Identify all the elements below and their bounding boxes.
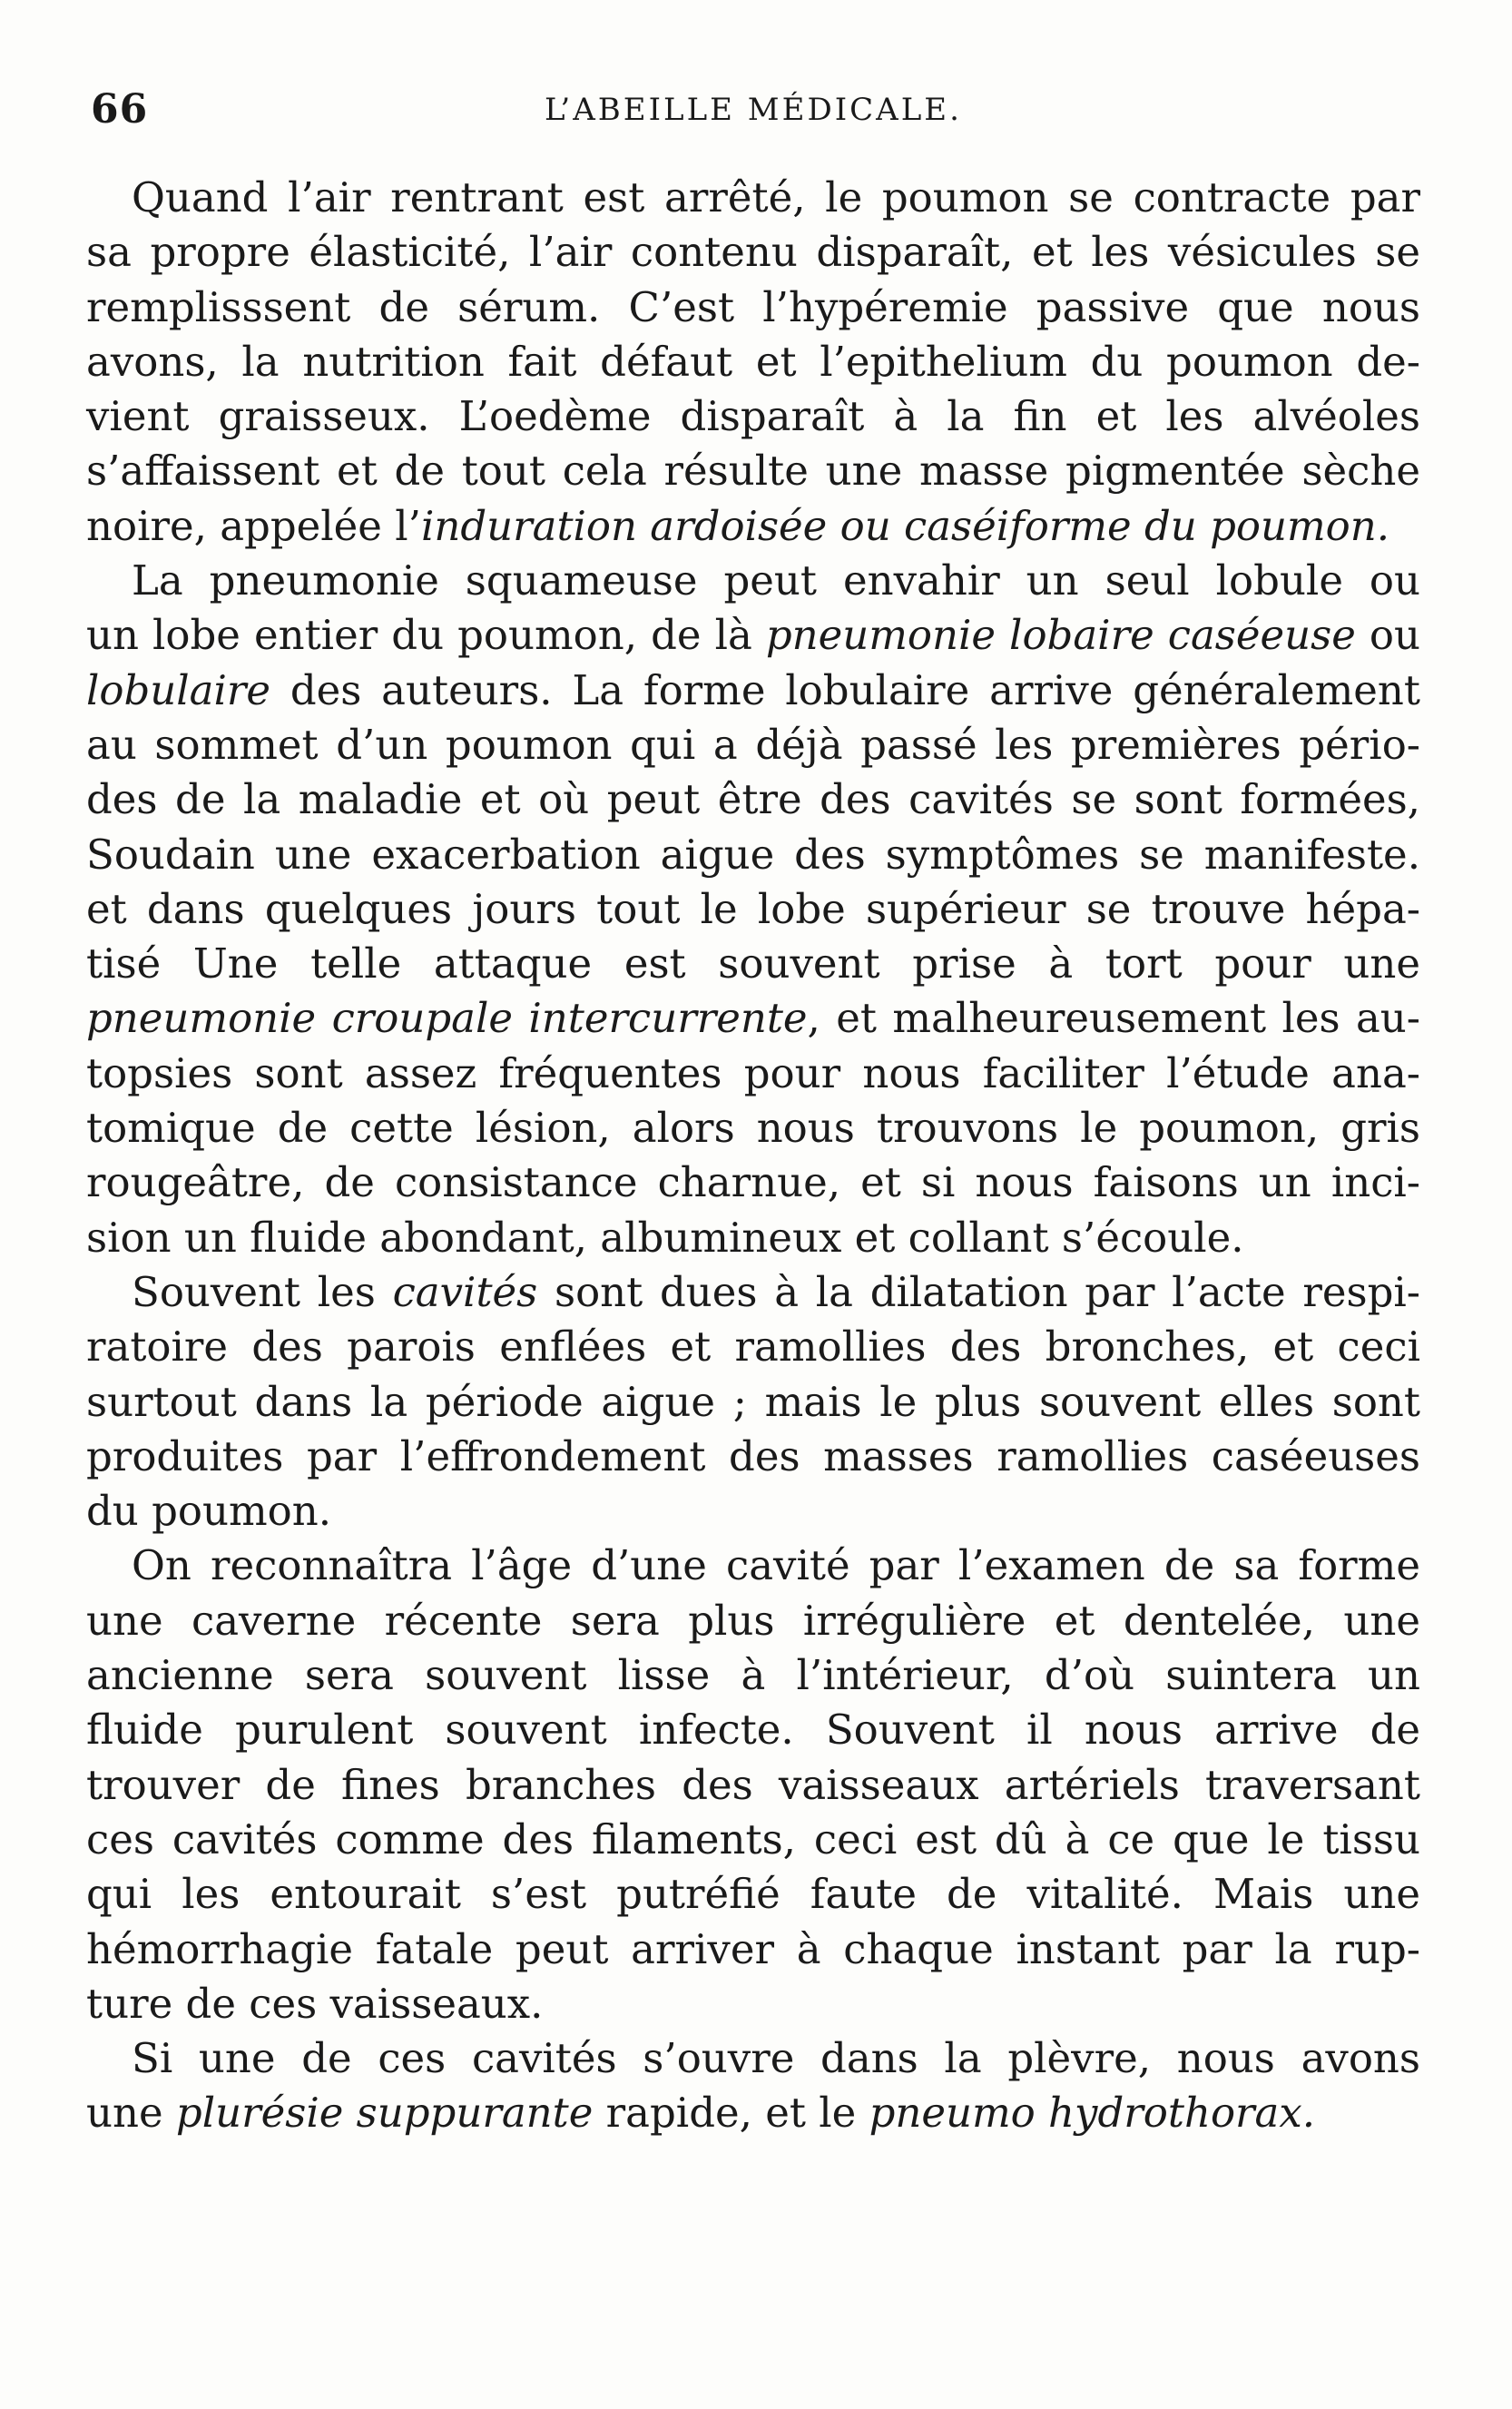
text-segment: tisé Une telle attaque est souvent prise à tort pour une (86, 939, 1420, 988)
italic-text: induration ardoisée ou caséiforme du poumon. (420, 501, 1390, 550)
text-segment: ancienne sera souvent lisse à l’intérieur, d’où suintera un (86, 1651, 1420, 1700)
text-segment: un lobe entier du poumon, de là (86, 611, 766, 660)
text-segment: vient graisseux. L’oedème disparaît à la fin et les alvéoles (86, 392, 1420, 441)
text-line (86, 1484, 1420, 1539)
text-line (86, 499, 1420, 554)
text-segment: une caverne récente sera plus irrégulière et dentelée, une (86, 1596, 1420, 1645)
text-line (86, 1813, 1420, 1867)
text-segment: qui les entourait s’est putréfié faute de vitalité. Mais une (86, 1870, 1420, 1919)
text-line (86, 225, 1420, 280)
text-line (86, 1211, 1420, 1265)
text-segment: remplisssent de sérum. C’est l’hypéremie passive que nous (86, 282, 1420, 331)
italic-text: cavités (392, 1267, 538, 1316)
text-segment: ces cavités comme des filaments, ceci est dû à ce que le tissu (86, 1814, 1420, 1863)
page-number: 66 (91, 86, 149, 133)
text-line (86, 1155, 1420, 1210)
text-line (86, 1320, 1420, 1374)
text-segment: Soudain une exacerbation aigue des symptômes se manifeste. (86, 830, 1420, 879)
text-segment: hémorrhagie fatale peut arriver à chaque instant par la rup- (86, 1924, 1420, 1973)
body-text (86, 171, 1420, 2141)
italic-text: pneumonie croupale intercurrente (86, 994, 808, 1043)
text-segment: Souvent les (132, 1267, 393, 1316)
text-segment: ture de ces vaisseaux. (86, 1979, 544, 2028)
text-segment: , et malheureusement les au- (807, 994, 1420, 1043)
text-line (86, 608, 1420, 663)
text-segment: fluide purulent souvent infecte. Souvent il nous arrive de (86, 1706, 1420, 1755)
text-line (86, 664, 1420, 718)
text-line (86, 1758, 1420, 1813)
text-line (86, 1430, 1420, 1484)
text-line (86, 1703, 1420, 1757)
text-line (86, 1977, 1420, 2031)
text-line (86, 991, 1420, 1046)
text-line (86, 718, 1420, 772)
text-line (86, 171, 1420, 225)
text-line (86, 1265, 1420, 1320)
italic-text: pneumonie lobaire caséeuse (765, 611, 1356, 660)
text-line (86, 828, 1420, 882)
text-segment: topsies sont assez fréquentes pour nous faciliter l’étude ana- (86, 1048, 1420, 1097)
text-line (86, 2031, 1420, 2086)
text-line (86, 444, 1420, 498)
text-segment: ou (1355, 611, 1420, 660)
text-segment: des de la maladie et où peut être des cavités se sont formées, (86, 775, 1420, 824)
text-segment: du poumon. (86, 1487, 332, 1536)
text-segment: rougeâtre, de consistance charnue, et si nous faisons un inci- (86, 1158, 1420, 1207)
text-line (86, 772, 1420, 827)
text-segment: produites par l’effrondement des masses ramollies caséeuses (86, 1431, 1420, 1480)
text-line (86, 1922, 1420, 1977)
page-header (91, 86, 1416, 141)
text-segment: une (86, 2089, 176, 2138)
text-line (86, 280, 1420, 335)
text-line (86, 1867, 1420, 1922)
italic-text: plurésie suppurante (175, 2089, 594, 2138)
text-segment: Si une de ces cavités s’ouvre dans la plèvre, nous avons (132, 2034, 1420, 2083)
text-line (86, 1375, 1420, 1430)
text-segment: au sommet d’un poumon qui a déjà passé les premières pério- (86, 720, 1420, 769)
text-segment: trouver de fines branches des vaisseaux artériels traversant (86, 1760, 1420, 1809)
text-line (86, 1648, 1420, 1703)
text-segment: Quand l’air rentrant est arrêté, le poumon se contracte par (132, 173, 1420, 221)
text-line (86, 1101, 1420, 1155)
text-line (86, 389, 1420, 444)
text-line (86, 937, 1420, 991)
text-line (86, 882, 1420, 937)
text-segment: sa propre élasticité, l’air contenu disparaît, et les vésicules se (86, 228, 1420, 277)
text-segment: sion un fluide abondant, albumineux et collant s’écoule. (86, 1213, 1244, 1262)
text-line (86, 1594, 1420, 1648)
text-segment: ratoire des parois enflées et ramollies des bronches, et ceci (86, 1322, 1420, 1372)
text-segment: avons, la nutrition fait défaut et l’epithelium du poumon de- (86, 337, 1420, 386)
text-segment: noire, appelée l’ (86, 501, 421, 550)
text-segment: et dans quelques jours tout le lobe supérieur se trouve hépa- (86, 884, 1420, 933)
text-segment: s’affaissent et de tout cela résulte une masse pigmentée sèche (86, 447, 1420, 496)
text-segment: On reconnaîtra l’âge d’une cavité par l’examen de sa forme (132, 1541, 1420, 1590)
text-segment: des auteurs. La forme lobulaire arrive généralement (270, 665, 1420, 714)
text-segment: sont dues à la dilatation par l’acte respi- (537, 1267, 1420, 1316)
text-line (86, 335, 1420, 389)
text-line (86, 1047, 1420, 1101)
italic-text: pneumo hydrothorax. (869, 2089, 1316, 2138)
text-line (86, 1539, 1420, 1593)
italic-text: lobulaire (86, 665, 271, 714)
text-segment: surtout dans la période aigue ; mais le plus souvent elles sont (86, 1377, 1420, 1426)
text-line (86, 554, 1420, 608)
text-segment: La pneumonie squameuse peut envahir un seul lobule ou (132, 556, 1420, 605)
text-segment: tomique de cette lésion, alors nous trouvons le poumon, gris (86, 1104, 1420, 1153)
text-segment: rapide, et le (593, 2089, 869, 2138)
text-line (86, 2086, 1420, 2140)
running-title: L’ABEILLE MÉDICALE. (545, 92, 962, 128)
